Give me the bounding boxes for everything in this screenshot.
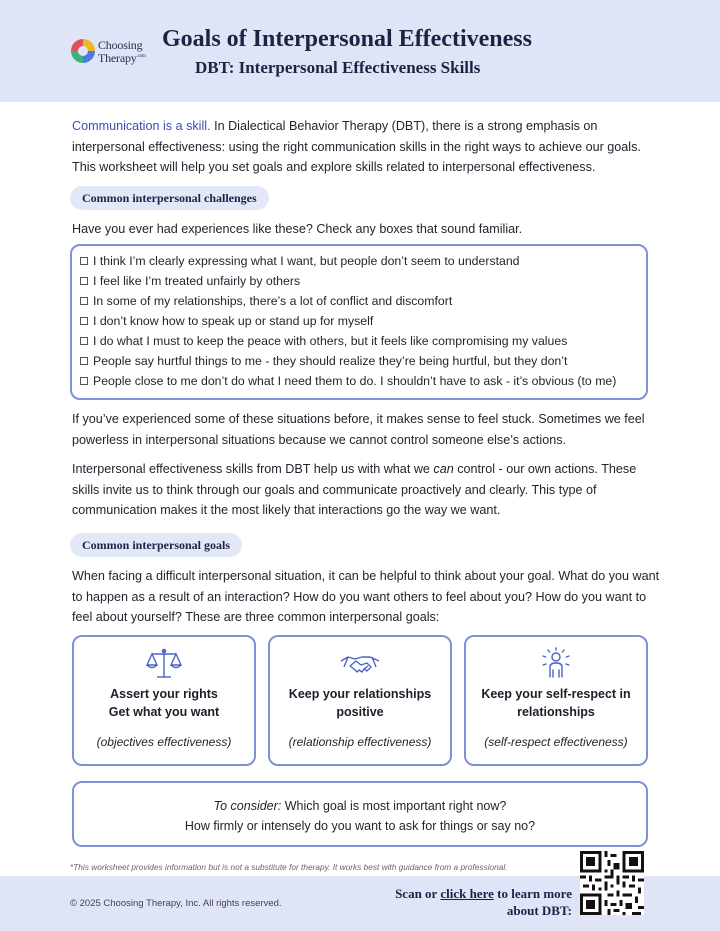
goal-title xyxy=(80,685,248,721)
goals-heading: Common interpersonal goals xyxy=(70,533,242,557)
consider-question1: Which goal is most important right now? xyxy=(281,799,507,813)
goal-card-relationship xyxy=(268,635,452,766)
disclaimer: *This worksheet provides information but is not a substitute for therapy. It works best with guidance from a professional. xyxy=(70,862,508,872)
goal-title-line1: Keep your self-respect in xyxy=(481,687,631,701)
goal-title-line2: positive xyxy=(336,705,384,719)
goal-subtitle: (objectives effectiveness) xyxy=(96,735,232,749)
goal-title-line2: relationships xyxy=(517,705,595,719)
goal-card-self-respect xyxy=(464,635,648,766)
skills-emphasis: can xyxy=(433,462,454,476)
logo-suffix: .com xyxy=(136,54,146,59)
logo-line1: Choosing xyxy=(98,38,143,52)
checklist-item[interactable] xyxy=(80,351,646,371)
goals-prompt: When facing a difficult interpersonal situation, it can be helpful to think about your goal. What do you want to happen as a result of an interaction? How do you want others to feel about you? How do you want to feel about yourself? These are three common interpersonal goals: xyxy=(72,569,660,624)
checklist-item-label: I think I’m clearly expressing what I want, but people don’t seem to understand xyxy=(93,254,520,268)
skills-text-after: control - our own actions. These skills invite us to think through our goals and communicate proactively and clearly. This type of communication makes it the most likely that interactions go the way we want. xyxy=(72,462,637,517)
scan-before: Scan or xyxy=(395,886,441,901)
challenges-heading: Common interpersonal challenges xyxy=(70,186,269,210)
challenges-prompt: Have you ever had experiences like these? Check any boxes that sound familiar. xyxy=(72,222,523,236)
goal-title-line1: Keep your relationships xyxy=(288,687,432,701)
checklist-item[interactable] xyxy=(80,311,646,331)
checklist-item-label: People say hurtful things to me - they should realize they’re being hurtful, but they don’t xyxy=(93,354,568,368)
goal-title-line1: Assert your rights xyxy=(110,687,218,701)
consider-label: To consider: xyxy=(213,799,282,813)
goal-title-line2: Get what you want xyxy=(108,705,220,719)
choosing-therapy-logo[interactable] xyxy=(70,36,160,76)
scan-after: to learn more xyxy=(493,886,572,901)
checklist-item-label: I don’t know how to speak up or stand up for myself xyxy=(93,314,374,328)
scan-line2: about DBT: xyxy=(506,903,572,918)
checklist-item-label: In some of my relationships, there’s a lot of conflict and discomfort xyxy=(93,294,453,308)
goal-subtitle: (relationship effectiveness) xyxy=(288,735,432,749)
challenges-checklist xyxy=(70,244,648,400)
header-banner xyxy=(0,0,720,102)
logo-wordmark xyxy=(98,39,146,64)
skills-paragraph xyxy=(72,459,662,521)
checklist-item[interactable] xyxy=(80,291,646,311)
checklist-item-label: I feel like I’m treated unfairly by others xyxy=(93,274,301,288)
intro-text: In Dialectical Behavior Therapy (DBT), there is a strong emphasis on interpersonal effectiveness: using the right communication skills in the right ways to achieve our goals. This worksheet will help you set goals and explore skills related to interpersonal effectiveness. xyxy=(72,119,641,174)
intro-paragraph xyxy=(72,116,662,178)
logo-line2: Therapy xyxy=(98,51,137,65)
click-here-link[interactable]: click here xyxy=(440,886,494,901)
checklist-item-label: People close to me don’t do what I need them to do. I shouldn’t have to ask - it’s obvious (to me) xyxy=(93,374,617,388)
qr-code-icon[interactable] xyxy=(580,851,644,915)
intro-highlight: Communication is a skill. xyxy=(72,119,211,133)
checkbox[interactable] xyxy=(80,277,88,285)
checkbox[interactable] xyxy=(80,297,88,305)
copyright: © 2025 Choosing Therapy, Inc. All rights reserved. xyxy=(70,898,282,909)
handshake-icon xyxy=(340,647,380,681)
checklist-item[interactable] xyxy=(80,371,646,391)
scan-cta xyxy=(395,885,572,919)
goal-title xyxy=(276,685,444,721)
checkbox[interactable] xyxy=(80,317,88,325)
checkbox[interactable] xyxy=(80,337,88,345)
consider-question2: How firmly or intensely do you want to ask for things or say no? xyxy=(184,819,536,833)
checklist-item[interactable] xyxy=(80,271,646,291)
consider-line1 xyxy=(74,796,646,816)
checkbox[interactable] xyxy=(80,357,88,365)
skills-text-before: Interpersonal effectiveness skills from DBT help us with what we xyxy=(72,462,434,476)
scales-icon xyxy=(144,647,184,681)
goal-title xyxy=(472,685,640,721)
checkbox[interactable] xyxy=(80,257,88,265)
page-title: Goals of Interpersonal Effectiveness xyxy=(162,26,532,52)
goal-subtitle: (self-respect effectiveness) xyxy=(484,735,628,749)
checklist-item[interactable] xyxy=(80,331,646,351)
stuck-paragraph: If you’ve experienced some of these situations before, it makes sense to feel stuck. Sometimes we feel powerless in interpersonal situations because we cannot control someone else’s actions. xyxy=(72,412,645,447)
logo-icon xyxy=(70,38,96,64)
checkbox[interactable] xyxy=(80,377,88,385)
checklist-item-label: I do what I must to keep the peace with others, but it feels like compromising my values xyxy=(93,334,568,348)
person-glow-icon xyxy=(536,647,576,681)
checklist-item[interactable] xyxy=(80,251,646,271)
page-subtitle: DBT: Interpersonal Effectiveness Skills xyxy=(195,58,481,77)
consider-box xyxy=(72,781,648,847)
goal-card-objectives xyxy=(72,635,256,766)
